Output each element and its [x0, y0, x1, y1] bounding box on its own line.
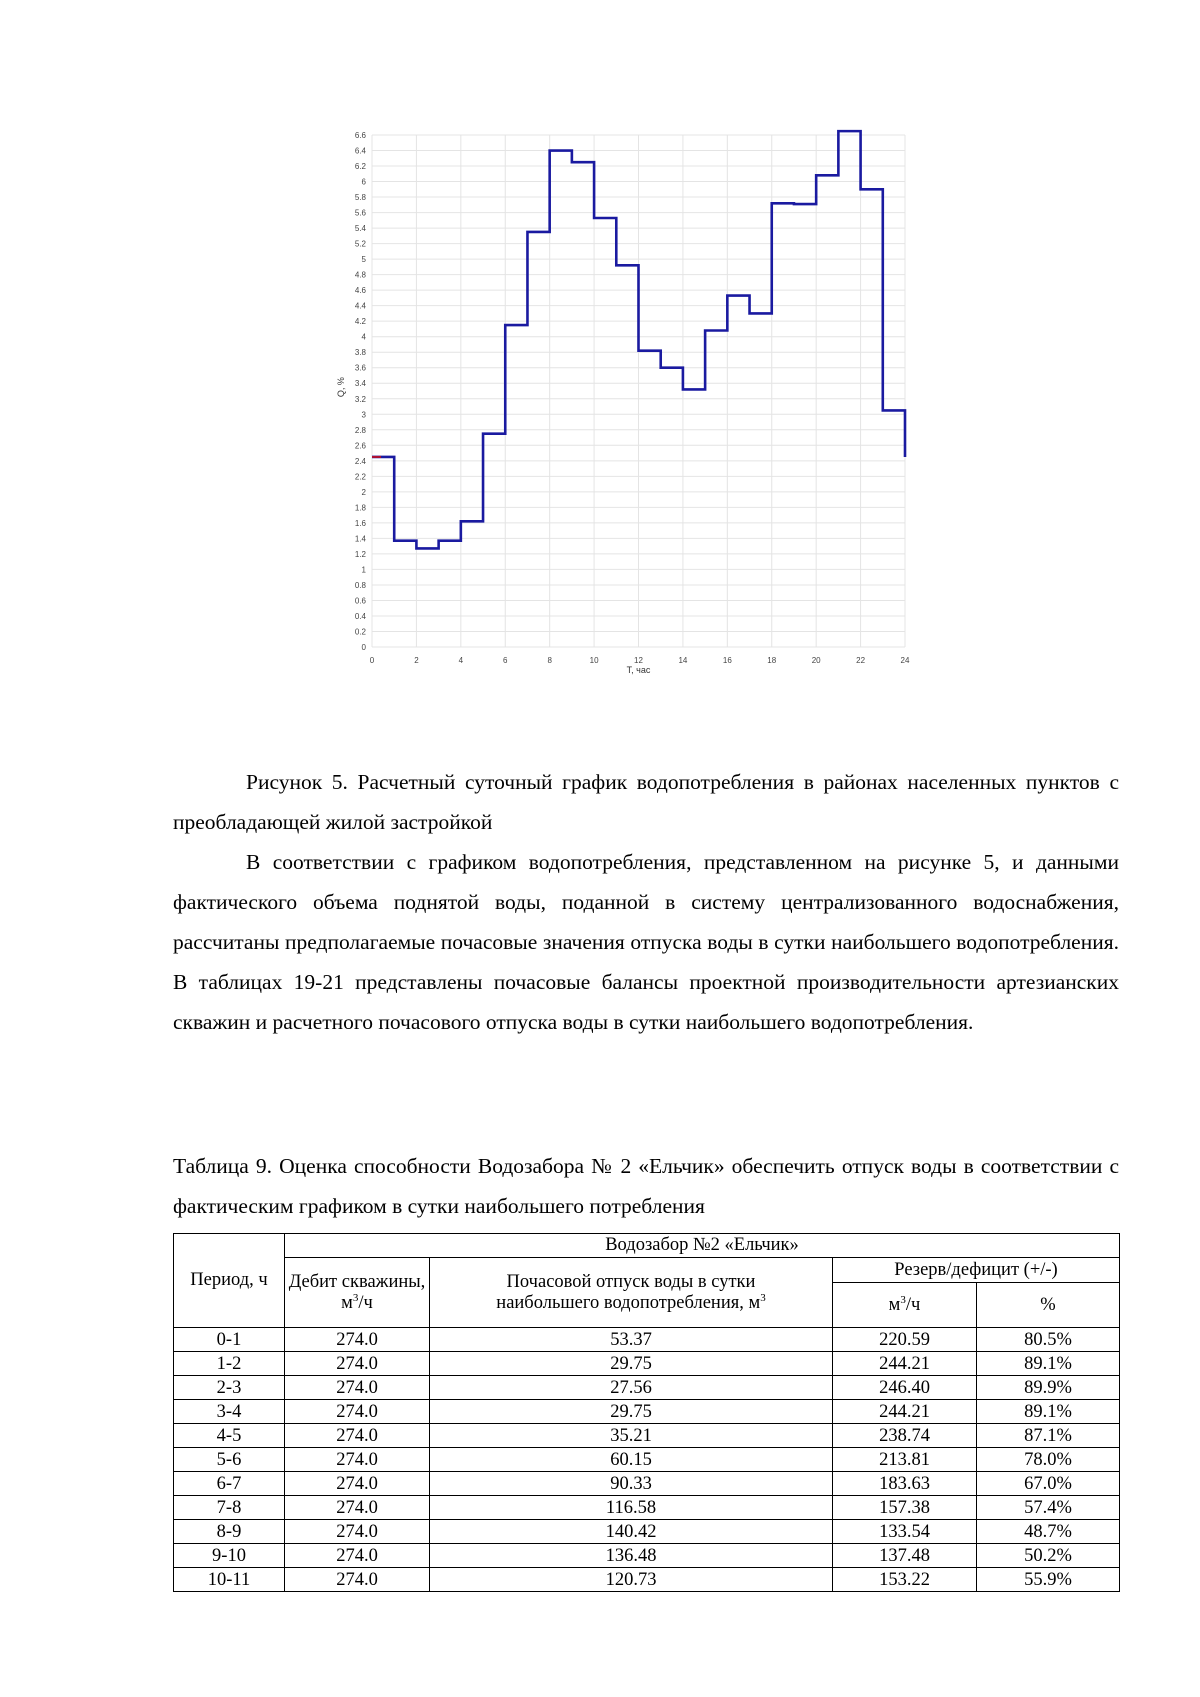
- x-tick-label: 10: [589, 656, 599, 665]
- chart-grid: [372, 135, 905, 647]
- cell-period: 7-8: [174, 1496, 285, 1520]
- body-paragraph: В соответствии с графиком водопотребления, представленном на рисунке 5, и данными фактического объема поднятой воды, поданной в систему централизованного водоснабжения, рассчитаны предполагаемые почасовые значения отпуска воды в сутки наибольшего водопотребления. В таблицах 19-21 представлены почасовые балансы проектной производительности артезианских скважин и расчетного почасового отпуска воды в сутки наибольшего водопотребления.: [173, 850, 1119, 1034]
- cell-supply: 120.73: [430, 1568, 833, 1592]
- x-tick-label: 12: [634, 656, 643, 665]
- cell-pct: 48.7%: [977, 1520, 1120, 1544]
- y-tick-label: 3: [361, 410, 366, 420]
- cell-period: 4-5: [174, 1424, 285, 1448]
- cell-supply: 29.75: [430, 1352, 833, 1376]
- y-axis-label: Q, %: [336, 377, 346, 398]
- x-tick-label: 22: [856, 656, 866, 665]
- cell-supply: 136.48: [430, 1544, 833, 1568]
- header-supply-text: Почасовой отпуск воды в сутки наибольшего водопотребления, м: [496, 1271, 761, 1313]
- table-row: [174, 1496, 1120, 1520]
- cell-debit: 274.0: [285, 1568, 430, 1592]
- table-body: [174, 1328, 1120, 1592]
- header-period: Период, ч: [174, 1234, 285, 1328]
- cell-period: 2-3: [174, 1376, 285, 1400]
- cell-pct: 89.1%: [977, 1352, 1120, 1376]
- cell-reserve: 244.21: [833, 1400, 977, 1424]
- cell-supply: 35.21: [430, 1424, 833, 1448]
- cell-pct: 78.0%: [977, 1448, 1120, 1472]
- x-tick-label: 4: [458, 656, 464, 665]
- y-tick-label: 1.2: [354, 549, 366, 559]
- header-m3-sup: 3: [900, 1293, 906, 1306]
- cell-supply: 27.56: [430, 1376, 833, 1400]
- y-tick-label: 3.4: [354, 379, 366, 389]
- table-row: [174, 1448, 1120, 1472]
- x-tick-labels: [370, 656, 910, 665]
- table-row: [174, 1424, 1120, 1448]
- y-tick-label: 3.8: [354, 348, 366, 358]
- cell-pct: 89.9%: [977, 1376, 1120, 1400]
- x-tick-label: 2: [414, 656, 419, 665]
- cell-reserve: 153.22: [833, 1568, 977, 1592]
- x-tick-label: 24: [900, 656, 910, 665]
- cell-reserve: 220.59: [833, 1328, 977, 1352]
- cell-period: 1-2: [174, 1352, 285, 1376]
- header-debit-unit: м: [341, 1292, 353, 1313]
- cell-reserve: 133.54: [833, 1520, 977, 1544]
- cell-debit: 274.0: [285, 1400, 430, 1424]
- cell-pct: 55.9%: [977, 1568, 1120, 1592]
- header-reserve-percent: %: [977, 1283, 1120, 1328]
- y-tick-label: 0.4: [354, 611, 366, 621]
- header-hourly-supply: [430, 1258, 833, 1328]
- cell-debit: 274.0: [285, 1328, 430, 1352]
- x-tick-label: 18: [767, 656, 777, 665]
- cell-period: 10-11: [174, 1568, 285, 1592]
- y-tick-label: 0.6: [354, 596, 366, 606]
- cell-supply: 140.42: [430, 1520, 833, 1544]
- y-tick-label: 4.4: [354, 301, 366, 311]
- x-tick-label: 14: [678, 656, 688, 665]
- cell-pct: 80.5%: [977, 1328, 1120, 1352]
- cell-reserve: 213.81: [833, 1448, 977, 1472]
- y-tick-label: 6.6: [354, 131, 366, 140]
- y-tick-label: 2.4: [354, 456, 366, 466]
- table-row: [174, 1568, 1120, 1592]
- cell-reserve: 244.21: [833, 1352, 977, 1376]
- y-tick-label: 4.8: [354, 270, 366, 280]
- cell-reserve: 137.48: [833, 1544, 977, 1568]
- cell-supply: 116.58: [430, 1496, 833, 1520]
- y-tick-label: 2.6: [354, 441, 366, 451]
- header-debit-text: Дебит скважины,: [288, 1271, 426, 1292]
- cell-period: 8-9: [174, 1520, 285, 1544]
- y-tick-label: 1.4: [354, 534, 366, 544]
- y-tick-label: 3.2: [354, 394, 366, 404]
- cell-debit: 274.0: [285, 1472, 430, 1496]
- header-intake-group: Водозабор №2 «Ельчик»: [285, 1234, 1120, 1258]
- table-header-row: [174, 1258, 1120, 1283]
- cell-period: 6-7: [174, 1472, 285, 1496]
- cell-debit: 274.0: [285, 1376, 430, 1400]
- cell-pct: 57.4%: [977, 1496, 1120, 1520]
- y-tick-label: 4.2: [354, 317, 366, 327]
- y-tick-label: 4: [361, 332, 366, 342]
- cell-reserve: 238.74: [833, 1424, 977, 1448]
- x-tick-label: 6: [503, 656, 508, 665]
- x-axis-label: T, час: [626, 665, 651, 675]
- cell-reserve: 246.40: [833, 1376, 977, 1400]
- cell-pct: 87.1%: [977, 1424, 1120, 1448]
- cell-reserve: 183.63: [833, 1472, 977, 1496]
- cell-debit: 274.0: [285, 1448, 430, 1472]
- y-tick-label: 2.8: [354, 425, 366, 435]
- cell-pct: 67.0%: [977, 1472, 1120, 1496]
- header-debit-tail: /ч: [358, 1292, 373, 1313]
- header-reserve-m3: [833, 1283, 977, 1328]
- header-m3-tail: /ч: [905, 1294, 921, 1315]
- y-tick-label: 5.8: [354, 193, 366, 203]
- table-row: [174, 1472, 1120, 1496]
- y-tick-label: 6.4: [354, 146, 366, 156]
- cell-supply: 60.15: [430, 1448, 833, 1472]
- cell-debit: 274.0: [285, 1352, 430, 1376]
- y-tick-label: 6: [361, 177, 366, 187]
- y-tick-label: 0.2: [354, 627, 366, 637]
- cell-debit: 274.0: [285, 1496, 430, 1520]
- y-tick-label: 6.2: [354, 162, 366, 172]
- table-row: [174, 1352, 1120, 1376]
- y-tick-label: 2: [361, 487, 366, 497]
- table-row: [174, 1520, 1120, 1544]
- table-row: [174, 1328, 1120, 1352]
- y-tick-label: 1: [361, 565, 366, 575]
- table-row: [174, 1544, 1120, 1568]
- cell-debit: 274.0: [285, 1520, 430, 1544]
- y-tick-label: 1.8: [354, 503, 366, 513]
- cell-debit: 274.0: [285, 1544, 430, 1568]
- y-tick-label: 3.6: [354, 363, 366, 373]
- y-tick-label: 0: [361, 643, 366, 652]
- cell-period: 5-6: [174, 1448, 285, 1472]
- header-debit: [285, 1258, 430, 1328]
- y-tick-label: 5.6: [354, 208, 366, 218]
- cell-supply: 29.75: [430, 1400, 833, 1424]
- table-row: [174, 1400, 1120, 1424]
- header-reserve-deficit: Резерв/дефицит (+/-): [833, 1258, 1120, 1283]
- y-tick-label: 5: [361, 255, 366, 265]
- cell-supply: 90.33: [430, 1472, 833, 1496]
- y-tick-label: 2.2: [354, 472, 366, 482]
- y-tick-label: 5.4: [354, 224, 366, 234]
- cell-debit: 274.0: [285, 1424, 430, 1448]
- cell-period: 9-10: [174, 1544, 285, 1568]
- header-debit-sup: 3: [352, 1291, 359, 1304]
- x-tick-label: 8: [547, 656, 552, 665]
- water-consumption-chart: [330, 125, 1000, 765]
- cell-supply: 53.37: [430, 1328, 833, 1352]
- cell-pct: 50.2%: [977, 1544, 1120, 1568]
- y-tick-label: 4.6: [354, 286, 366, 296]
- figure-caption: Рисунок 5. Расчетный суточный график водопотребления в районах населенных пунктов с преобладающей жилой застройкой: [173, 770, 1119, 834]
- y-tick-label: 5.2: [354, 239, 366, 249]
- table-caption: Таблица 9. Оценка способности Водозабора № 2 «Ельчик» обеспечить отпуск воды в соответствии с фактическим графиком в сутки наибольшего потребления: [173, 1154, 1119, 1218]
- header-m3-unit: м: [888, 1294, 901, 1315]
- table-row: [174, 1376, 1120, 1400]
- cell-reserve: 157.38: [833, 1496, 977, 1520]
- y-tick-label: 1.6: [354, 518, 366, 528]
- cell-period: 0-1: [174, 1328, 285, 1352]
- x-tick-label: 0: [369, 656, 375, 665]
- water-balance-table: [173, 1233, 1120, 1592]
- table-header-row: [174, 1234, 1120, 1258]
- header-supply-sup: 3: [760, 1291, 766, 1304]
- cell-pct: 89.1%: [977, 1400, 1120, 1424]
- y-tick-labels: [355, 131, 367, 652]
- x-tick-label: 20: [811, 656, 821, 665]
- cell-period: 3-4: [174, 1400, 285, 1424]
- x-tick-label: 16: [722, 656, 732, 665]
- y-tick-label: 0.8: [354, 580, 366, 590]
